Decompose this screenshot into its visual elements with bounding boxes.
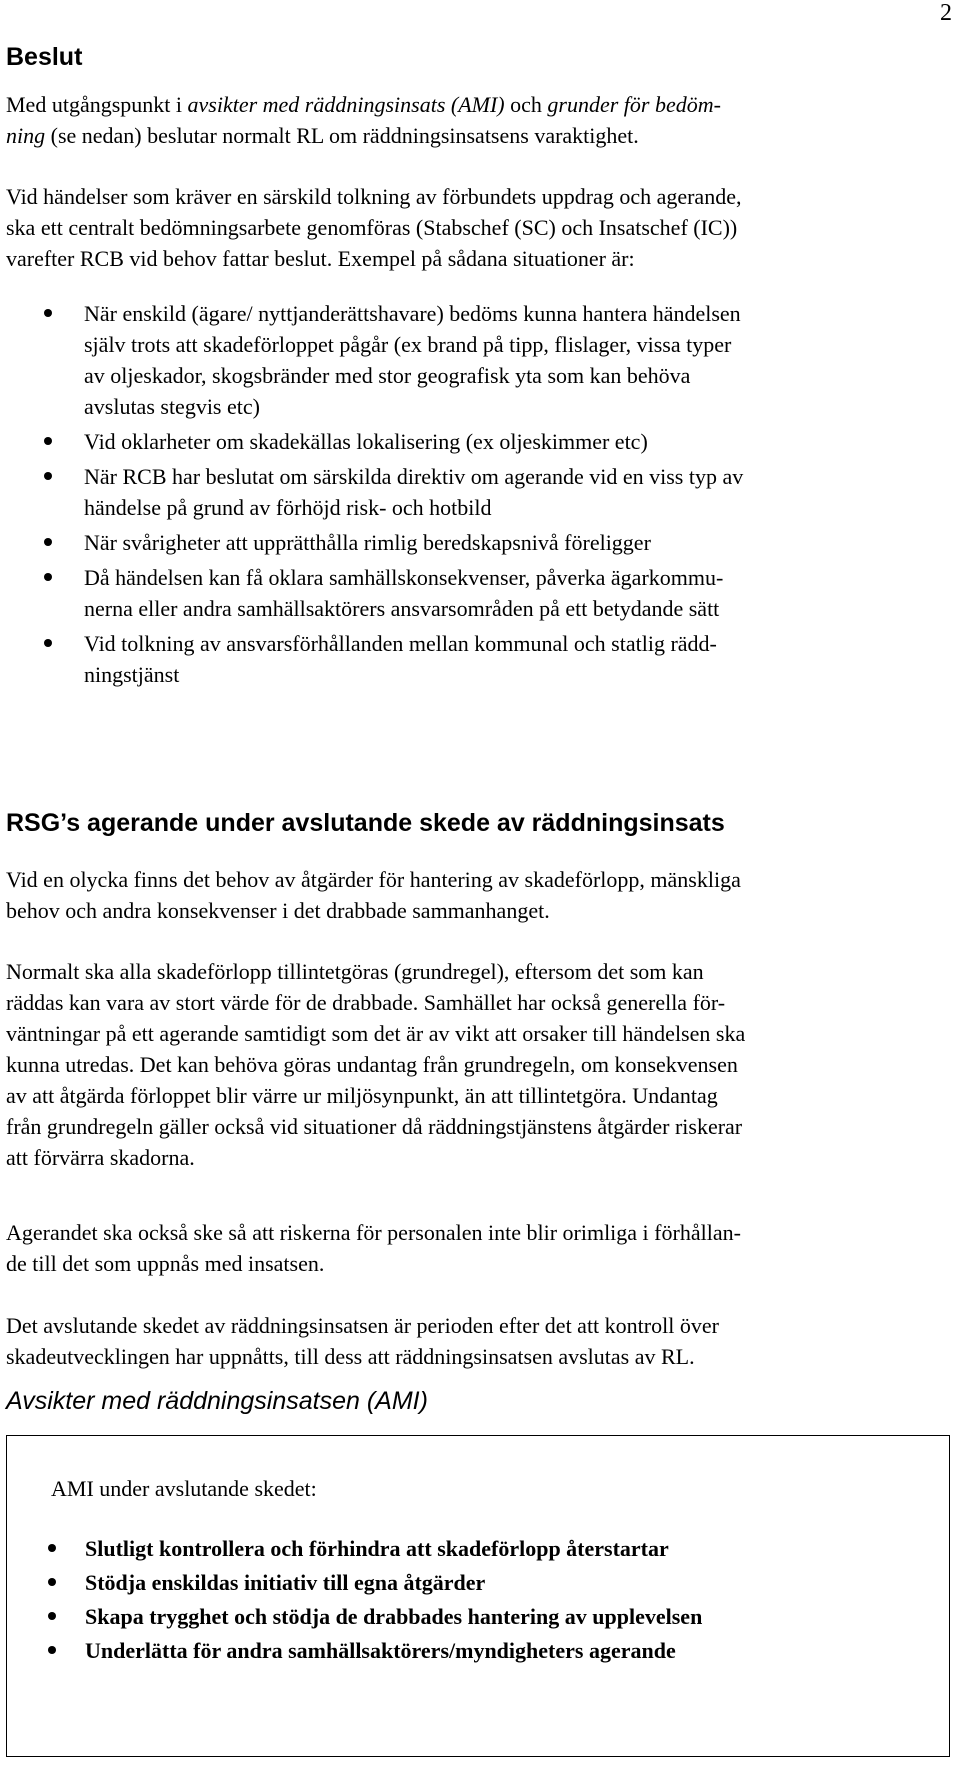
- text-line: Då händelsen kan få oklara samhällskonsekvenser, påverka ägarkommu-: [84, 565, 724, 590]
- text-line: Det avslutande skedet av räddningsinsatsen är perioden efter det att kontroll över: [6, 1313, 719, 1338]
- text-line: behov och andra konsekvenser i det drabbade sammanhanget.: [6, 898, 550, 923]
- list-item: [7, 1533, 907, 1564]
- text-line: skadeutvecklingen har uppnåtts, till dess att räddningsinsatsen avslutas av RL.: [6, 1344, 695, 1369]
- text-fragment: (se nedan) beslutar normalt RL om räddningsinsatsens varaktighet.: [45, 123, 639, 148]
- text-line: Underlätta för andra samhällsaktörers/myndigheters agerande: [85, 1638, 676, 1663]
- heading-beslut: Beslut: [6, 43, 83, 71]
- list-item: [6, 461, 946, 523]
- text-line: att förvärra skadorna.: [6, 1145, 195, 1170]
- bullet-list-ami: [7, 1533, 907, 1669]
- text-line: Vid tolkning av ansvarsförhållanden mellan kommunal och statlig rädd-: [84, 631, 717, 656]
- text-line: nerna eller andra samhällsaktörers ansvarsområden på ett betydande sätt: [84, 596, 720, 621]
- text-line: varefter RCB vid behov fattar beslut. Exempel på sådana situationer är:: [6, 246, 635, 271]
- bullet-icon: [44, 472, 52, 480]
- text-line: Stödja enskildas initiativ till egna åtgärder: [85, 1570, 486, 1595]
- list-item: [6, 426, 946, 457]
- paragraph-rsg-personnel: [6, 1217, 946, 1279]
- text-line: ska ett centralt bedömningsarbete genomföras (Stabschef (SC) och Insatschef (IC)): [6, 215, 738, 240]
- bullet-icon: [48, 1612, 56, 1620]
- text-line: av att åtgärda förloppet blir värre ur miljösynpunkt, än att tillintetgöra. Undantag: [6, 1083, 718, 1108]
- text-fragment: Med utgångspunkt i: [6, 92, 188, 117]
- bullet-icon: [44, 309, 52, 317]
- text-line: av oljeskador, skogsbränder med stor geografisk yta som kan behöva: [84, 363, 691, 388]
- text-line: Vid händelser som kräver en särskild tolkning av förbundets uppdrag och agerande,: [6, 184, 742, 209]
- list-item: [6, 527, 946, 558]
- bullet-icon: [48, 1544, 56, 1552]
- text-line: avslutas stegvis etc): [84, 394, 260, 419]
- text-fragment-italic: avsikter med räddningsinsats (AMI): [187, 92, 505, 117]
- text-line: händelse på grund av förhöjd risk- och hotbild: [84, 495, 492, 520]
- list-item: [7, 1635, 907, 1666]
- bullet-icon: [44, 437, 52, 445]
- bullet-icon: [48, 1646, 56, 1654]
- text-line: ningstjänst: [84, 662, 180, 687]
- paragraph-rsg-need: [6, 864, 946, 926]
- text-line: När RCB har beslutat om särskilda direktiv om agerande vid en viss typ av: [84, 464, 744, 489]
- bullet-icon: [48, 1578, 56, 1586]
- bullet-icon: [44, 639, 52, 647]
- text-line: själv trots att skadeförloppet pågår (ex brand på tipp, flislager, vissa typer: [84, 332, 732, 357]
- list-item: [7, 1567, 907, 1598]
- bullet-icon: [44, 573, 52, 581]
- list-item: [6, 298, 946, 422]
- heading-rsg: RSG’s agerande under avslutande skede av räddningsinsats: [6, 809, 725, 837]
- heading-ami: Avsikter med räddningsinsatsen (AMI): [6, 1387, 428, 1415]
- list-item: [6, 562, 946, 624]
- text-line: väntningar på ett agerande samtidigt som det är av vikt att orsaker till händelsen ska: [6, 1021, 746, 1046]
- paragraph-rsg-final-stage: [6, 1310, 946, 1372]
- ami-box: [6, 1435, 950, 1757]
- text-line: Skapa trygghet och stödja de drabbades hantering av upplevelsen: [85, 1604, 703, 1629]
- paragraph-rsg-rule: [6, 956, 946, 1173]
- text-line: När enskild (ägare/ nyttjanderättshavare) bedöms kunna hantera händelsen: [84, 301, 741, 326]
- text-line: Normalt ska alla skadeförlopp tillintetgöras (grundregel), eftersom det som kan: [6, 959, 704, 984]
- bullet-list-situations: [6, 298, 946, 694]
- paragraph-beslut-intro: [6, 89, 946, 151]
- text-line: Agerandet ska också ske så att riskerna för personalen inte blir orimliga i förhållan-: [6, 1220, 741, 1245]
- bullet-icon: [44, 538, 52, 546]
- text-line: från grundregeln gäller också vid situationer då räddningstjänstens åtgärder riskerar: [6, 1114, 743, 1139]
- text-line: Vid en olycka finns det behov av åtgärder för hantering av skadeförlopp, mänskliga: [6, 867, 741, 892]
- paragraph-beslut-central: [6, 181, 946, 274]
- text-line: kunna utredas. Det kan behöva göras undantag från grundregeln, om konsekvensen: [6, 1052, 738, 1077]
- text-line: de till det som uppnås med insatsen.: [6, 1251, 325, 1276]
- text-line: Vid oklarheter om skadekällas lokalisering (ex oljeskimmer etc): [84, 429, 648, 454]
- ami-box-title: AMI under avslutande skedet:: [51, 1476, 317, 1501]
- list-item: [7, 1601, 907, 1632]
- text-line: När svårigheter att upprätthålla rimlig beredskapsnivå föreligger: [84, 530, 651, 555]
- list-item: [6, 628, 946, 690]
- text-fragment: och: [504, 92, 548, 117]
- page-number: 2: [940, 0, 952, 26]
- text-line: räddas kan vara av stort värde för de drabbade. Samhället har också generella för-: [6, 990, 726, 1015]
- text-fragment-italic: ning: [6, 123, 46, 148]
- text-line: Slutligt kontrollera och förhindra att skadeförlopp återstartar: [85, 1536, 669, 1561]
- text-fragment-italic: grunder för bedöm-: [547, 92, 721, 117]
